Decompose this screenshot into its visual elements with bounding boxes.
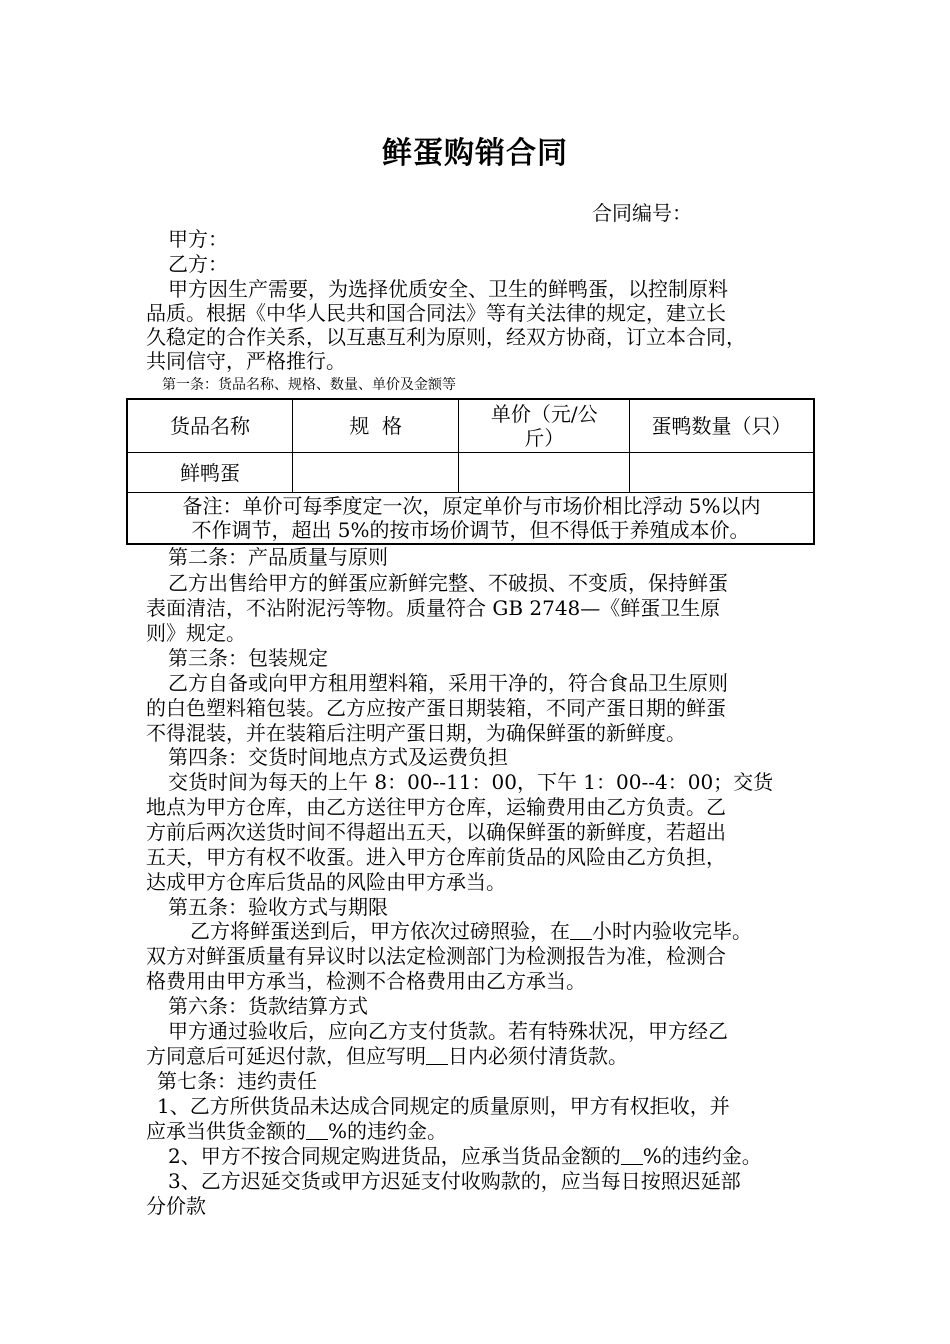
header-unit-price: 单价（元/公 斤）: [459, 399, 630, 453]
article4-line: 达成甲方仓库后货品的风险由甲方承当。: [146, 870, 506, 894]
article3-line: 的白色塑料箱包装。乙方应按产蛋日期装箱，不同产蛋日期的鲜蛋: [146, 696, 726, 720]
table-row: [127, 453, 814, 493]
article7-line: 分价款: [146, 1194, 206, 1218]
article1-heading: 第一条：货品名称、规格、数量、单价及金额等: [162, 377, 456, 393]
blank-hours: [570, 921, 592, 940]
article2-heading: 第二条：产品质量与原则: [168, 545, 388, 569]
article4-line: 交货时间为每天的上午 8：00--11：00，下午 1：00--4：00；交货: [168, 770, 774, 794]
article5-line: 格费用由甲方承当，检测不合格费用由乙方承当。: [146, 969, 586, 993]
article3-line: 乙方自备或向甲方租用塑料箱，采用干净的，符合食品卫生原则: [168, 671, 728, 695]
header-spec: 规 格: [292, 399, 459, 453]
table-remark-row: [127, 493, 814, 545]
article5-line: 双方对鲜蛋质量有异议时以法定检测部门为检测报告为准，检测合: [146, 944, 726, 968]
cell-spec: [292, 453, 459, 493]
article4-line: 方前后两次送货时间不得超出五天，以确保鲜蛋的新鲜度，若超出: [146, 820, 726, 844]
contract-number-label: 合同编号：: [592, 201, 692, 225]
intro-line: 品质。根据《中华人民共和国合同法》等有关法律的规定，建立长: [146, 301, 726, 325]
article7-line: 2、甲方不按合同规定购进货品，应承当货品金额的 %的违约金。: [168, 1144, 762, 1168]
party-a-label: 甲方：: [168, 227, 228, 251]
article7-heading: 第七条：违约责任: [157, 1069, 317, 1093]
party-b-label: 乙方：: [168, 252, 228, 276]
article7-line: 应承当供货金额的 %的违约金。: [146, 1119, 448, 1143]
header-duck-count: 蛋鸭数量（只）: [629, 399, 814, 453]
header-goods-name: 货品名称: [127, 399, 292, 453]
article4-line: 地点为甲方仓库，由乙方送往甲方仓库，运输费用由乙方负责。乙: [146, 795, 726, 819]
article7-line: 3、乙方迟延交货或甲方迟延支付收购款的，应当每日按照迟延部: [168, 1169, 741, 1193]
article5-line: 乙方将鲜蛋送到后，甲方依次过磅照验，在 小时内验收完毕。: [190, 919, 752, 943]
article6-line: 甲方通过验收后，应向乙方支付货款。若有特殊状况，甲方经乙: [168, 1019, 728, 1043]
cell-goods-name: 鲜鸭蛋: [127, 453, 292, 493]
blank-percent: [306, 1121, 328, 1140]
article2-line: 乙方出售给甲方的鲜蛋应新鲜完整、不破损、不变质，保持鲜蛋: [168, 571, 728, 595]
blank-days: [426, 1046, 448, 1065]
article7-line: 1、乙方所供货品未达成合同规定的质量原则，甲方有权拒收，并: [157, 1094, 730, 1118]
article2-line: 则》规定。: [146, 621, 246, 645]
cell-unit-price: [459, 453, 630, 493]
article5-heading: 第五条：验收方式与期限: [168, 895, 388, 919]
cell-duck-count: [629, 453, 814, 493]
table-header-row: [127, 399, 814, 453]
article3-line: 不得混装，并在装箱后注明产蛋日期，为确保鲜蛋的新鲜度。: [146, 721, 686, 745]
article6-line: 方同意后可延迟付款，但应写明 日内必须付清货款。: [146, 1044, 628, 1068]
blank-percent: [621, 1146, 643, 1165]
article3-heading: 第三条：包装规定: [168, 646, 328, 670]
cell-remark: 备注：单价可每季度定一次，原定单价与市场价相比浮动 5%以内 不作调节，超出 5%的按市场价调节，但不得低于养殖成本价。: [127, 493, 814, 545]
intro-line: 共同信守，严格推行。: [146, 349, 346, 373]
article4-heading: 第四条：交货时间地点方式及运费负担: [168, 745, 508, 769]
document-title: 鲜蛋购销合同: [382, 136, 568, 171]
intro-line: 甲方因生产需要，为选择优质安全、卫生的鲜鸭蛋，以控制原料: [168, 277, 728, 301]
intro-line: 久稳定的合作关系，以互惠互利为原则，经双方协商，订立本合同，: [146, 325, 746, 349]
goods-table: [126, 398, 815, 545]
article2-line: 表面清洁，不沾附泥污等物。质量符合 GB 2748—《鲜蛋卫生原: [146, 596, 721, 620]
article4-line: 五天，甲方有权不收蛋。进入甲方仓库前货品的风险由乙方负担，: [146, 845, 726, 869]
article6-heading: 第六条：货款结算方式: [168, 994, 368, 1018]
